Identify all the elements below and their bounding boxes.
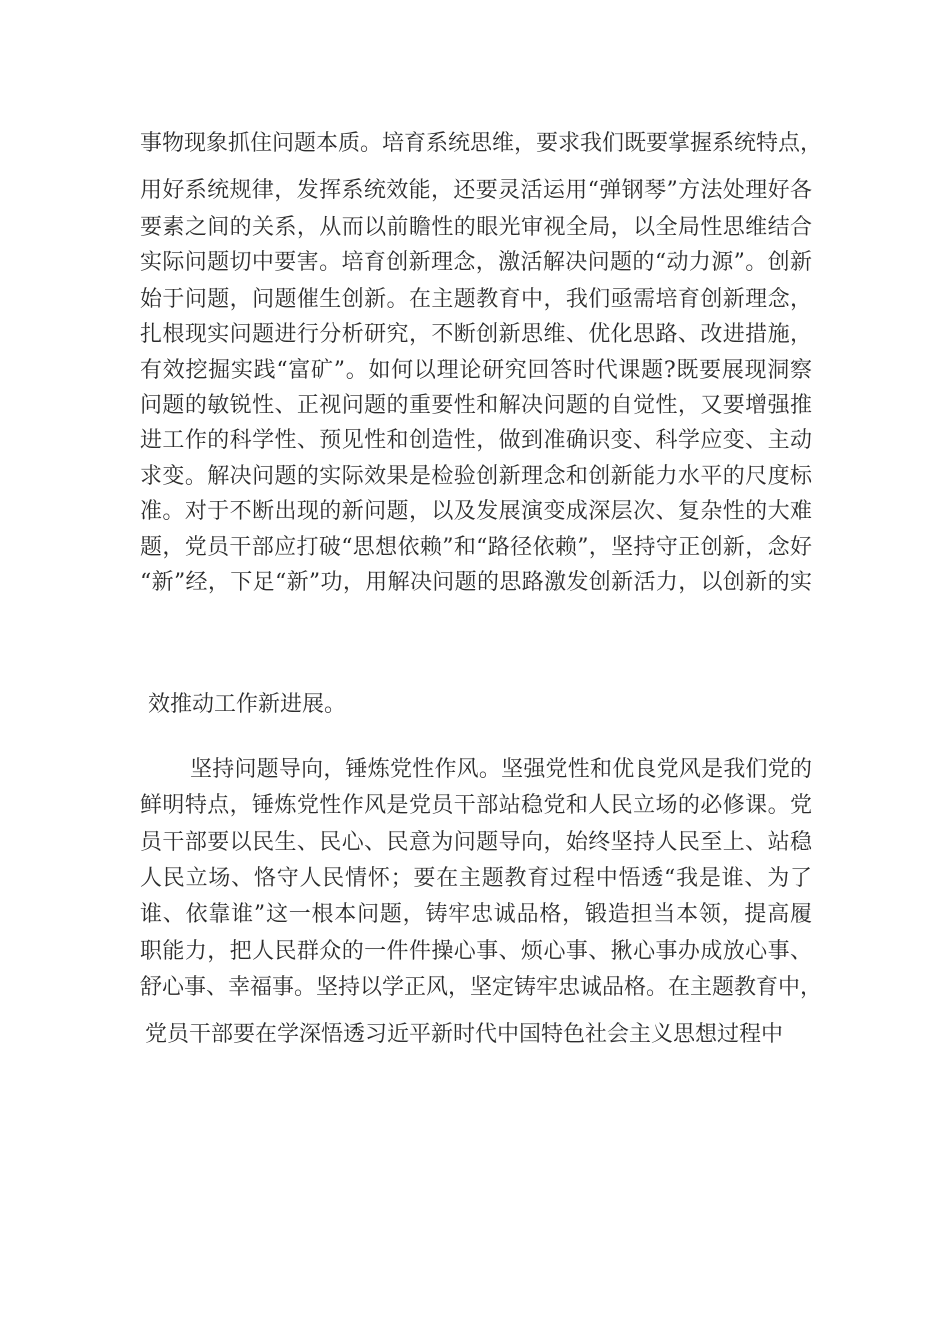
paragraph-line: 人民立场、恪守人民情怀；要在主题教育过程中悟透“我是谁、为了 bbox=[140, 866, 812, 891]
paragraph-line: 始于问题，问题催生创新。在主题教育中，我们亟需培育创新理念， bbox=[140, 287, 812, 312]
paragraph-line: 要素之间的关系，从而以前瞻性的眼光审视全局，以全局性思维结合 bbox=[140, 215, 812, 240]
paragraph-line: “新”经，下足“新”功，用解决问题的思路激发创新活力，以创新的实 bbox=[140, 570, 812, 595]
paragraph-line: 题，党员干部应打破“思想依赖”和“路径依赖”，坚持守正创新，念好 bbox=[140, 535, 812, 560]
paragraph-line: 准。对于不断出现的新问题，以及发展演变成深层次、复杂性的大难 bbox=[140, 499, 812, 524]
paragraph-line: 有效挖掘实践“富矿”。如何以理论研究回答时代课题?既要展现洞察 bbox=[140, 358, 812, 383]
paragraph-line: 问题的敏锐性、正视问题的重要性和解决问题的自觉性，又要增强推 bbox=[140, 393, 812, 418]
paragraph-line: 进工作的科学性、预见性和创造性，做到准确识变、科学应变、主动 bbox=[140, 428, 812, 453]
paragraph-line: 效推动工作新进展。 bbox=[148, 692, 347, 717]
paragraph-line: 事物现象抓住问题本质。培育系统思维，要求我们既要掌握系统特点， bbox=[140, 131, 823, 156]
paragraph-line: 舒心事、幸福事。坚持以学正风，坚定铸牢忠诚品格。在主题教育中， bbox=[140, 975, 823, 1000]
paragraph-first-line: 坚持问题导向，锤炼党性作风。坚强党性和优良党风是我们党的 bbox=[190, 757, 812, 782]
paragraph-line: 员干部要以民生、民心、民意为问题导向，始终坚持人民至上、站稳 bbox=[140, 830, 812, 855]
paragraph-line: 谁、依靠谁”这一根本问题，铸牢忠诚品格，锻造担当本领，提高履 bbox=[140, 902, 812, 927]
paragraph-line: 用好系统规律，发挥系统效能，还要灵活运用“弹钢琴”方法处理好各 bbox=[140, 178, 812, 203]
paragraph-line: 职能力，把人民群众的一件件操心事、烦心事、揪心事办成放心事、 bbox=[140, 939, 812, 964]
paragraph-line: 求变。解决问题的实际效果是检验创新理念和创新能力水平的尺度标 bbox=[140, 464, 812, 489]
paragraph-line: 鲜明特点，锤炼党性作风是党员干部站稳党和人民立场的必修课。党 bbox=[140, 793, 812, 818]
paragraph-line: 党员干部要在学深悟透习近平新时代中国特色社会主义思想过程中 bbox=[145, 1022, 784, 1047]
paragraph-line: 实际问题切中要害。培育创新理念，激活解决问题的“动力源”。创新 bbox=[140, 250, 812, 275]
paragraph-line: 扎根现实问题进行分析研究，不断创新思维、优化思路、改进措施， bbox=[140, 322, 812, 347]
